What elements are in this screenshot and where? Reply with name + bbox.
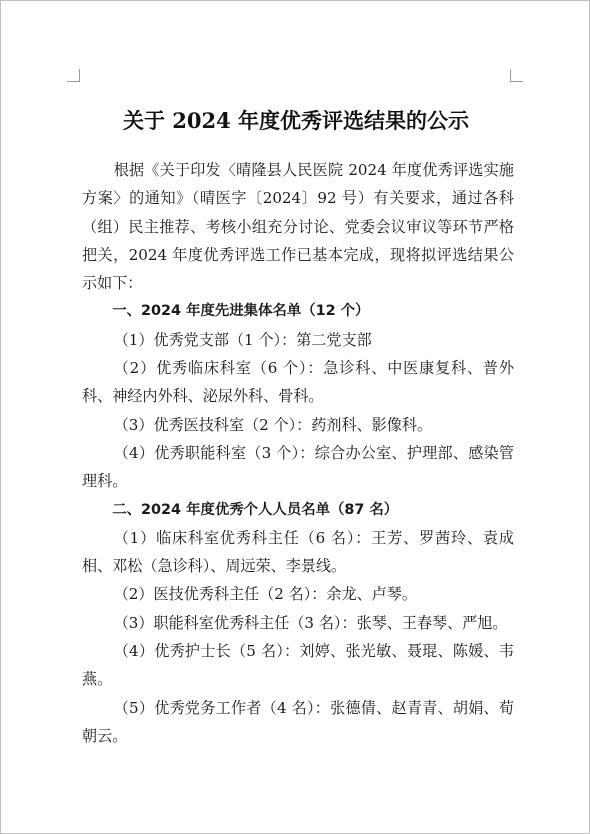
list-item-head-nurses: （4）优秀护士长（5 名）：刘婷、张光敏、聂琨、陈媛、韦燕。 [82,642,514,689]
document-title: 关于 2024 年度优秀评选结果的公示 [122,108,470,133]
section-heading-collectives: 一、2024 年度先进集体名单（12 个） [112,303,370,320]
list-item-clinical-directors: （1）临床科室优秀科主任（6 名）：王芳、罗茜玲、袁成相、邓松（急诊科）、周远荣、李景线。 [82,528,514,576]
crop-mark-top-right [510,69,523,82]
list-item-party-branch: （1）优秀党支部（1 个）：第二党支部 [113,330,372,349]
list-item-party-workers: （5）优秀党务工作者（4 名）：张德倩、赵青青、胡娟、荀朝云。 [82,698,514,745]
list-item-medtech-departments: （3）优秀医技科室（2 个）：药剂科、影像科。 [113,415,433,434]
list-item-functional-directors: （3）职能科室优秀科主任（3 名）：张琴、王春琴、严旭。 [113,613,508,632]
list-item-functional-departments: （4）优秀职能科室（3 个）：综合办公室、护理部、感染管理科。 [82,443,514,491]
crop-mark-top-left [67,69,80,82]
section-heading-individuals: 二、2024 年度优秀个人人员名单（87 名） [112,501,399,518]
list-item-clinical-departments: （2）优秀临床科室（6 个）：急诊科、中医康复科、普外科、神经内外科、泌尿外科、骨科。 [82,359,514,406]
document-body [82,156,514,750]
list-item-medtech-directors: （2）医技优秀科主任（2 名）：余龙、卢琴。 [113,585,417,604]
intro-paragraph: 根据《关于印发〈晴隆县人民医院 2024 年度优秀评选实施方案〉的通知》（晴医字〔2024〕92 号）有关要求，通过各科（组）民主推荐、考核小组充分讨论、党委会议审议等环节严格把关，2024 年度优秀评选工作已基本完成，现将拟评选结果公示如下： [82,161,514,293]
